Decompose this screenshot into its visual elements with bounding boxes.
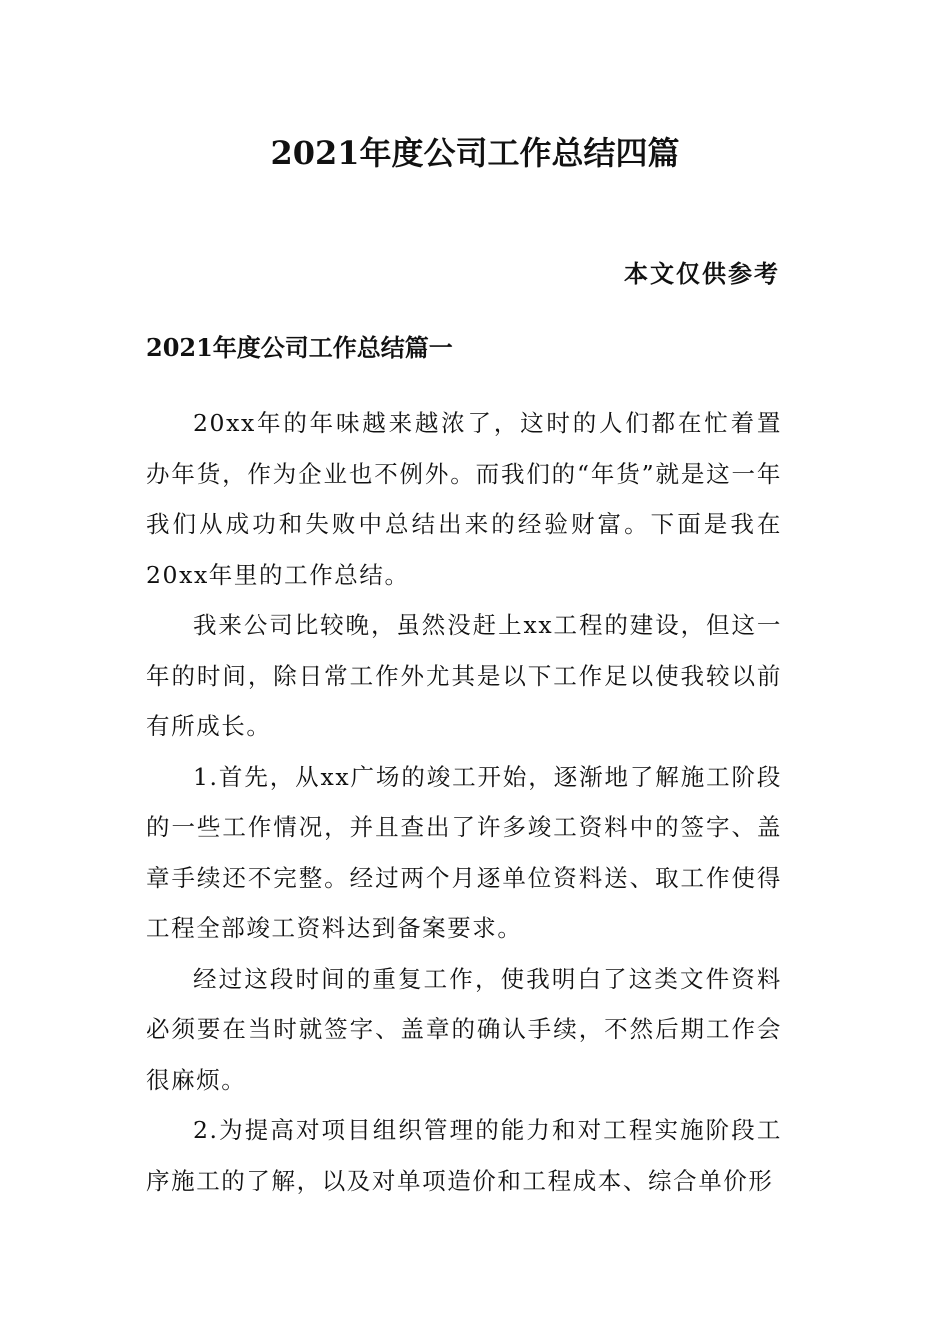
paragraph-2: 我来公司比较晚，虽然没赶上xx工程的建设，但这一年的时间，除日常工作外尤其是以下工作足以使我较以前有所成长。: [146, 611, 782, 740]
body-text: [146, 398, 782, 1206]
paragraph-4: 经过这段时间的重复工作，使我明白了这类文件资料必须要在当时就签字、盖章的确认手续，不然后期工作会很麻烦。: [146, 964, 782, 1094]
section-heading: 2021年度公司工作总结篇一: [146, 333, 453, 362]
paragraph-5: 2.为提高对项目组织管理的能力和对工程实施阶段工序施工的了解，以及对单项造价和工程成本、综合单价形: [146, 1116, 782, 1195]
document-title: 2021年度公司工作总结四篇: [270, 134, 680, 172]
paragraph-1: 20xx年的年味越来越浓了，这时的人们都在忙着置办年货，作为企业也不例外。而我们的“年货”就是这一年我们从成功和失败中总结出来的经验财富。下面是我在20xx年里的工作总结。: [146, 409, 782, 589]
reference-note: 本文仅供参考: [624, 259, 780, 288]
paragraph-3: 1.首先，从xx广场的竣工开始，逐渐地了解施工阶段的一些工作情况，并且查出了许多竣工资料中的签字、盖章手续还不完整。经过两个月逐单位资料送、取工作使得工程全部竣工资料达到备案要求。: [146, 762, 782, 942]
